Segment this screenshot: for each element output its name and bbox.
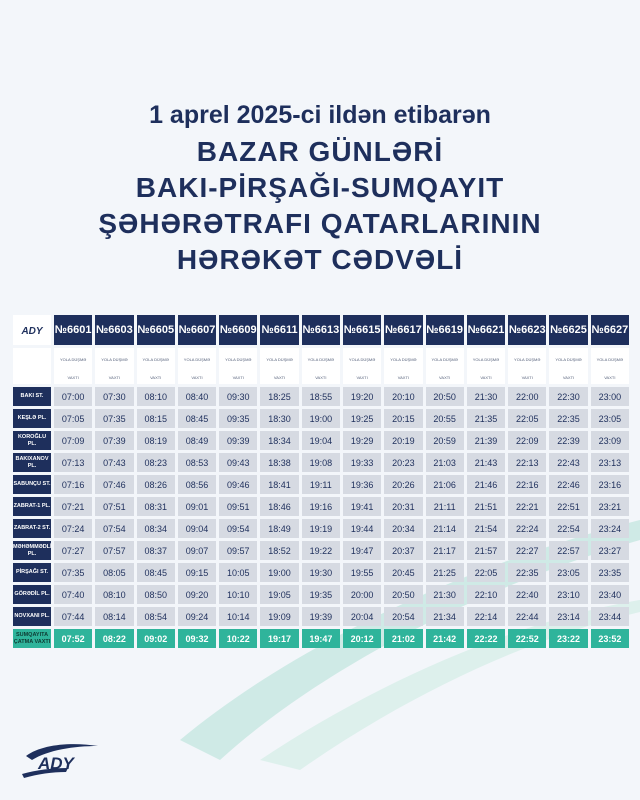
departure-label: YOLA DÜŞMƏ VAXTI bbox=[514, 357, 541, 380]
train-number-header: №6609 bbox=[219, 315, 257, 345]
departure-time-cell: 07:21 bbox=[54, 497, 92, 516]
departure-time-cell: 09:35 bbox=[219, 409, 257, 428]
departure-time-cell: 08:14 bbox=[95, 607, 133, 626]
departure-time-cell: 22:57 bbox=[549, 541, 587, 560]
station-row bbox=[13, 497, 629, 516]
departure-time-cell: 22:35 bbox=[549, 409, 587, 428]
departure-time-cell: 07:00 bbox=[54, 387, 92, 406]
departure-time-cell: 08:15 bbox=[137, 409, 175, 428]
station-row bbox=[13, 387, 629, 406]
departure-label-cell bbox=[95, 348, 133, 384]
arrival-time-cell: 23:52 bbox=[591, 629, 629, 648]
departure-time-cell: 19:39 bbox=[302, 607, 340, 626]
departure-time-cell: 18:34 bbox=[260, 431, 298, 450]
departure-time-cell: 07:27 bbox=[54, 541, 92, 560]
departure-time-cell: 20:37 bbox=[384, 541, 422, 560]
departure-time-cell: 07:57 bbox=[95, 541, 133, 560]
departure-time-cell: 07:35 bbox=[95, 409, 133, 428]
station-name: KOROĞLU PL. bbox=[13, 431, 51, 450]
arrival-time-cell: 09:02 bbox=[137, 629, 175, 648]
station-row bbox=[13, 519, 629, 538]
departure-label-cell bbox=[467, 348, 505, 384]
station-name: KEŞLƏ PL. bbox=[13, 409, 51, 428]
departure-time-cell: 22:27 bbox=[508, 541, 546, 560]
departure-label-cell bbox=[219, 348, 257, 384]
departure-time-cell: 22:51 bbox=[549, 497, 587, 516]
departure-time-cell: 21:03 bbox=[426, 453, 464, 472]
departure-time-cell: 20:26 bbox=[384, 475, 422, 494]
departure-time-cell: 20:54 bbox=[384, 607, 422, 626]
station-row bbox=[13, 585, 629, 604]
departure-time-cell: 23:16 bbox=[591, 475, 629, 494]
departure-time-cell: 19:05 bbox=[260, 585, 298, 604]
departure-time-cell: 20:50 bbox=[384, 585, 422, 604]
departure-time-cell: 08:05 bbox=[95, 563, 133, 582]
departure-label: YOLA DÜŞMƏ VAXTI bbox=[555, 357, 582, 380]
departure-time-cell: 08:54 bbox=[137, 607, 175, 626]
departure-time-cell: 19:33 bbox=[343, 453, 381, 472]
departure-time-cell: 23:05 bbox=[549, 563, 587, 582]
departure-time-cell: 21:17 bbox=[426, 541, 464, 560]
departure-time-cell: 20:31 bbox=[384, 497, 422, 516]
arrival-row bbox=[13, 629, 629, 648]
departure-time-cell: 22:14 bbox=[467, 607, 505, 626]
departure-time-cell: 22:46 bbox=[549, 475, 587, 494]
arrival-time-cell: 19:47 bbox=[302, 629, 340, 648]
departure-time-cell: 21:34 bbox=[426, 607, 464, 626]
departure-label-cell bbox=[302, 348, 340, 384]
departure-time-cell: 08:10 bbox=[95, 585, 133, 604]
departure-time-cell: 22:21 bbox=[508, 497, 546, 516]
train-number-header: №6617 bbox=[384, 315, 422, 345]
departure-time-cell: 09:01 bbox=[178, 497, 216, 516]
departure-label-cell bbox=[508, 348, 546, 384]
departure-time-cell: 08:56 bbox=[178, 475, 216, 494]
train-number-header: №6625 bbox=[549, 315, 587, 345]
train-number-header: №6627 bbox=[591, 315, 629, 345]
departure-time-cell: 22:24 bbox=[508, 519, 546, 538]
departure-time-cell: 21:46 bbox=[467, 475, 505, 494]
station-row bbox=[13, 607, 629, 626]
station-row bbox=[13, 431, 629, 450]
ady-logo bbox=[22, 738, 102, 787]
departure-time-cell: 20:15 bbox=[384, 409, 422, 428]
departure-time-cell: 09:30 bbox=[219, 387, 257, 406]
departure-time-cell: 09:15 bbox=[178, 563, 216, 582]
departure-label-cell bbox=[137, 348, 175, 384]
departure-time-cell: 20:10 bbox=[384, 387, 422, 406]
departure-time-cell: 08:37 bbox=[137, 541, 175, 560]
departure-label-cell bbox=[260, 348, 298, 384]
departure-time-cell: 19:47 bbox=[343, 541, 381, 560]
departure-time-cell: 23:09 bbox=[591, 431, 629, 450]
station-row bbox=[13, 409, 629, 428]
departure-time-cell: 22:05 bbox=[508, 409, 546, 428]
departure-time-cell: 19:44 bbox=[343, 519, 381, 538]
departure-time-cell: 19:19 bbox=[302, 519, 340, 538]
departure-time-cell: 23:21 bbox=[591, 497, 629, 516]
station-row bbox=[13, 475, 629, 494]
departure-time-cell: 08:10 bbox=[137, 387, 175, 406]
station-row bbox=[13, 541, 629, 560]
departure-time-cell: 20:55 bbox=[426, 409, 464, 428]
ady-logo-small: ADY bbox=[21, 326, 43, 337]
station-name: MƏHƏMMƏDLİ PL. bbox=[13, 541, 51, 560]
departure-time-cell: 19:20 bbox=[343, 387, 381, 406]
departure-time-cell: 19:16 bbox=[302, 497, 340, 516]
departure-time-cell: 19:09 bbox=[260, 607, 298, 626]
departure-label: YOLA DÜŞMƏ VAXTI bbox=[225, 357, 252, 380]
departure-time-cell: 07:51 bbox=[95, 497, 133, 516]
title-day-line: BAZAR GÜNLƏRİ bbox=[196, 136, 444, 167]
departure-time-cell: 07:13 bbox=[54, 453, 92, 472]
departure-time-cell: 09:04 bbox=[178, 519, 216, 538]
departure-time-cell: 08:45 bbox=[137, 563, 175, 582]
departure-label: YOLA DÜŞMƏ VAXTI bbox=[183, 357, 211, 380]
departure-time-cell: 18:49 bbox=[260, 519, 298, 538]
departure-time-cell: 07:46 bbox=[95, 475, 133, 494]
departure-time-cell: 19:35 bbox=[302, 585, 340, 604]
departure-time-cell: 21:43 bbox=[467, 453, 505, 472]
departure-time-cell: 21:54 bbox=[467, 519, 505, 538]
departure-label-cell bbox=[426, 348, 464, 384]
station-name: ZABRAT-1 PL. bbox=[13, 497, 51, 516]
departure-time-cell: 22:10 bbox=[467, 585, 505, 604]
arrival-label: SUMQAYITA ÇATMA VAXTI bbox=[13, 629, 51, 648]
arrival-time-cell: 09:32 bbox=[178, 629, 216, 648]
departure-time-cell: 07:24 bbox=[54, 519, 92, 538]
departure-time-cell: 19:11 bbox=[302, 475, 340, 494]
departure-time-cell: 19:29 bbox=[343, 431, 381, 450]
departure-label-cell bbox=[549, 348, 587, 384]
departure-time-cell: 09:57 bbox=[219, 541, 257, 560]
departure-time-cell: 19:08 bbox=[302, 453, 340, 472]
station-row bbox=[13, 453, 629, 472]
station-row bbox=[13, 563, 629, 582]
departure-time-cell: 10:14 bbox=[219, 607, 257, 626]
departure-time-cell: 23:40 bbox=[591, 585, 629, 604]
title-service-line: ŞƏHƏRƏTRAFI QATARLARININ bbox=[98, 208, 542, 239]
departure-time-cell: 22:30 bbox=[549, 387, 587, 406]
train-number-header: №6619 bbox=[426, 315, 464, 345]
departure-time-cell: 23:10 bbox=[549, 585, 587, 604]
departure-time-cell: 23:05 bbox=[591, 409, 629, 428]
departure-time-cell: 18:25 bbox=[260, 387, 298, 406]
arrival-time-cell: 20:12 bbox=[343, 629, 381, 648]
departure-time-cell: 09:24 bbox=[178, 607, 216, 626]
timetable-body bbox=[13, 387, 629, 648]
train-number-header: №6601 bbox=[54, 315, 92, 345]
station-name: PİRŞAĞI ST. bbox=[13, 563, 51, 582]
departure-time-cell: 07:40 bbox=[54, 585, 92, 604]
departure-label-cell bbox=[343, 348, 381, 384]
departure-time-cell: 09:20 bbox=[178, 585, 216, 604]
departure-time-cell: 08:50 bbox=[137, 585, 175, 604]
departure-label-cell bbox=[54, 348, 92, 384]
station-name: BAKIXANOV PL. bbox=[13, 453, 51, 472]
departure-time-cell: 20:04 bbox=[343, 607, 381, 626]
departure-label-cell bbox=[384, 348, 422, 384]
departure-time-cell: 09:51 bbox=[219, 497, 257, 516]
departure-time-cell: 18:30 bbox=[260, 409, 298, 428]
departure-label-row bbox=[13, 348, 629, 384]
ady-logo-text: ADY bbox=[38, 754, 74, 773]
departure-time-cell: 22:43 bbox=[549, 453, 587, 472]
train-number-header: №6603 bbox=[95, 315, 133, 345]
departure-time-cell: 19:55 bbox=[343, 563, 381, 582]
departure-time-cell: 18:46 bbox=[260, 497, 298, 516]
departure-time-cell: 21:14 bbox=[426, 519, 464, 538]
departure-time-cell: 08:23 bbox=[137, 453, 175, 472]
departure-time-cell: 07:09 bbox=[54, 431, 92, 450]
departure-time-cell: 19:04 bbox=[302, 431, 340, 450]
departure-time-cell: 07:30 bbox=[95, 387, 133, 406]
departure-time-cell: 23:44 bbox=[591, 607, 629, 626]
departure-time-cell: 19:41 bbox=[343, 497, 381, 516]
departure-time-cell: 20:50 bbox=[426, 387, 464, 406]
train-number-header: №6613 bbox=[302, 315, 340, 345]
departure-time-cell: 23:00 bbox=[591, 387, 629, 406]
sub-row-blank bbox=[13, 348, 51, 384]
departure-time-cell: 08:19 bbox=[137, 431, 175, 450]
departure-time-cell: 22:16 bbox=[508, 475, 546, 494]
departure-time-cell: 21:25 bbox=[426, 563, 464, 582]
departure-time-cell: 08:53 bbox=[178, 453, 216, 472]
departure-time-cell: 22:35 bbox=[508, 563, 546, 582]
title-date-line: 1 aprel 2025-ci ildən etibarən bbox=[149, 101, 491, 129]
train-number-header: №6611 bbox=[260, 315, 298, 345]
departure-time-cell: 07:44 bbox=[54, 607, 92, 626]
arrival-time-cell: 19:17 bbox=[260, 629, 298, 648]
departure-label: YOLA DÜŞMƏ VAXTI bbox=[101, 357, 128, 380]
departure-label: YOLA DÜŞMƏ VAXTI bbox=[472, 357, 500, 380]
departure-time-cell: 18:41 bbox=[260, 475, 298, 494]
departure-label: YOLA DÜŞMƏ VAXTI bbox=[59, 357, 87, 380]
departure-time-cell: 09:46 bbox=[219, 475, 257, 494]
departure-time-cell: 19:30 bbox=[302, 563, 340, 582]
departure-time-cell: 18:52 bbox=[260, 541, 298, 560]
departure-label: YOLA DÜŞMƏ VAXTI bbox=[142, 357, 169, 380]
departure-label: YOLA DÜŞMƏ VAXTI bbox=[307, 357, 334, 380]
departure-time-cell: 20:59 bbox=[426, 431, 464, 450]
departure-time-cell: 22:09 bbox=[508, 431, 546, 450]
departure-time-cell: 22:40 bbox=[508, 585, 546, 604]
departure-time-cell: 10:05 bbox=[219, 563, 257, 582]
departure-label: YOLA DÜŞMƏ VAXTI bbox=[348, 357, 376, 380]
departure-time-cell: 08:45 bbox=[178, 409, 216, 428]
train-number-header: №6605 bbox=[137, 315, 175, 345]
departure-time-cell: 07:05 bbox=[54, 409, 92, 428]
timetable bbox=[10, 312, 632, 651]
departure-time-cell: 22:05 bbox=[467, 563, 505, 582]
departure-time-cell: 09:43 bbox=[219, 453, 257, 472]
departure-time-cell: 19:25 bbox=[343, 409, 381, 428]
departure-label: YOLA DÜŞMƏ VAXTI bbox=[431, 357, 458, 380]
departure-time-cell: 19:36 bbox=[343, 475, 381, 494]
train-number-header: №6615 bbox=[343, 315, 381, 345]
departure-time-cell: 21:39 bbox=[467, 431, 505, 450]
departure-time-cell: 22:54 bbox=[549, 519, 587, 538]
departure-label: YOLA DÜŞMƏ VAXTI bbox=[266, 357, 293, 380]
title-route-line: BAKI-PİRŞAĞI-SUMQAYIT bbox=[135, 172, 505, 203]
station-name: NOVXANI PL. bbox=[13, 607, 51, 626]
departure-time-cell: 21:11 bbox=[426, 497, 464, 516]
departure-label-cell bbox=[178, 348, 216, 384]
departure-time-cell: 20:00 bbox=[343, 585, 381, 604]
departure-time-cell: 08:34 bbox=[137, 519, 175, 538]
timetable-grid bbox=[10, 312, 632, 651]
departure-time-cell: 09:39 bbox=[219, 431, 257, 450]
departure-time-cell: 22:44 bbox=[508, 607, 546, 626]
arrival-time-cell: 21:42 bbox=[426, 629, 464, 648]
station-name: ZABRAT-2 ST. bbox=[13, 519, 51, 538]
train-number-row bbox=[13, 315, 629, 345]
departure-label: YOLA DÜŞMƏ VAXTI bbox=[596, 357, 623, 380]
arrival-time-cell: 22:52 bbox=[508, 629, 546, 648]
departure-time-cell: 23:14 bbox=[549, 607, 587, 626]
departure-time-cell: 07:39 bbox=[95, 431, 133, 450]
departure-time-cell: 22:13 bbox=[508, 453, 546, 472]
departure-time-cell: 20:45 bbox=[384, 563, 422, 582]
departure-time-cell: 08:26 bbox=[137, 475, 175, 494]
departure-time-cell: 21:30 bbox=[467, 387, 505, 406]
departure-time-cell: 22:39 bbox=[549, 431, 587, 450]
departure-time-cell: 21:30 bbox=[426, 585, 464, 604]
departure-time-cell: 10:10 bbox=[219, 585, 257, 604]
departure-label: YOLA DÜŞMƏ VAXTI bbox=[390, 357, 417, 380]
departure-time-cell: 18:55 bbox=[302, 387, 340, 406]
station-name: BAKI ST. bbox=[13, 387, 51, 406]
departure-time-cell: 20:23 bbox=[384, 453, 422, 472]
arrival-time-cell: 21:02 bbox=[384, 629, 422, 648]
departure-time-cell: 20:19 bbox=[384, 431, 422, 450]
departure-time-cell: 23:24 bbox=[591, 519, 629, 538]
departure-time-cell: 08:49 bbox=[178, 431, 216, 450]
departure-time-cell: 09:07 bbox=[178, 541, 216, 560]
departure-label-cell bbox=[591, 348, 629, 384]
departure-time-cell: 07:35 bbox=[54, 563, 92, 582]
table-logo-cell bbox=[13, 315, 51, 345]
train-number-header: №6607 bbox=[178, 315, 216, 345]
departure-time-cell: 21:06 bbox=[426, 475, 464, 494]
departure-time-cell: 19:00 bbox=[302, 409, 340, 428]
departure-time-cell: 07:16 bbox=[54, 475, 92, 494]
departure-time-cell: 19:00 bbox=[260, 563, 298, 582]
departure-time-cell: 20:34 bbox=[384, 519, 422, 538]
departure-time-cell: 19:22 bbox=[302, 541, 340, 560]
train-number-header: №6623 bbox=[508, 315, 546, 345]
departure-time-cell: 07:43 bbox=[95, 453, 133, 472]
departure-time-cell: 22:00 bbox=[508, 387, 546, 406]
station-name: SABUNÇU ST. bbox=[13, 475, 51, 494]
schedule-title bbox=[0, 100, 640, 278]
departure-time-cell: 21:51 bbox=[467, 497, 505, 516]
arrival-time-cell: 22:22 bbox=[467, 629, 505, 648]
title-schedule-line: HƏRƏKƏT CƏDVƏLİ bbox=[176, 244, 464, 275]
ady-logo-mark bbox=[22, 738, 102, 782]
departure-time-cell: 18:38 bbox=[260, 453, 298, 472]
arrival-time-cell: 23:22 bbox=[549, 629, 587, 648]
train-number-header: №6621 bbox=[467, 315, 505, 345]
departure-time-cell: 23:13 bbox=[591, 453, 629, 472]
arrival-time-cell: 08:22 bbox=[95, 629, 133, 648]
arrival-time-cell: 10:22 bbox=[219, 629, 257, 648]
departure-time-cell: 21:57 bbox=[467, 541, 505, 560]
departure-time-cell: 23:35 bbox=[591, 563, 629, 582]
departure-time-cell: 23:27 bbox=[591, 541, 629, 560]
departure-time-cell: 21:35 bbox=[467, 409, 505, 428]
departure-time-cell: 08:31 bbox=[137, 497, 175, 516]
departure-time-cell: 07:54 bbox=[95, 519, 133, 538]
departure-time-cell: 08:40 bbox=[178, 387, 216, 406]
departure-time-cell: 09:54 bbox=[219, 519, 257, 538]
station-name: GÖRƏDİL PL. bbox=[13, 585, 51, 604]
arrival-time-cell: 07:52 bbox=[54, 629, 92, 648]
